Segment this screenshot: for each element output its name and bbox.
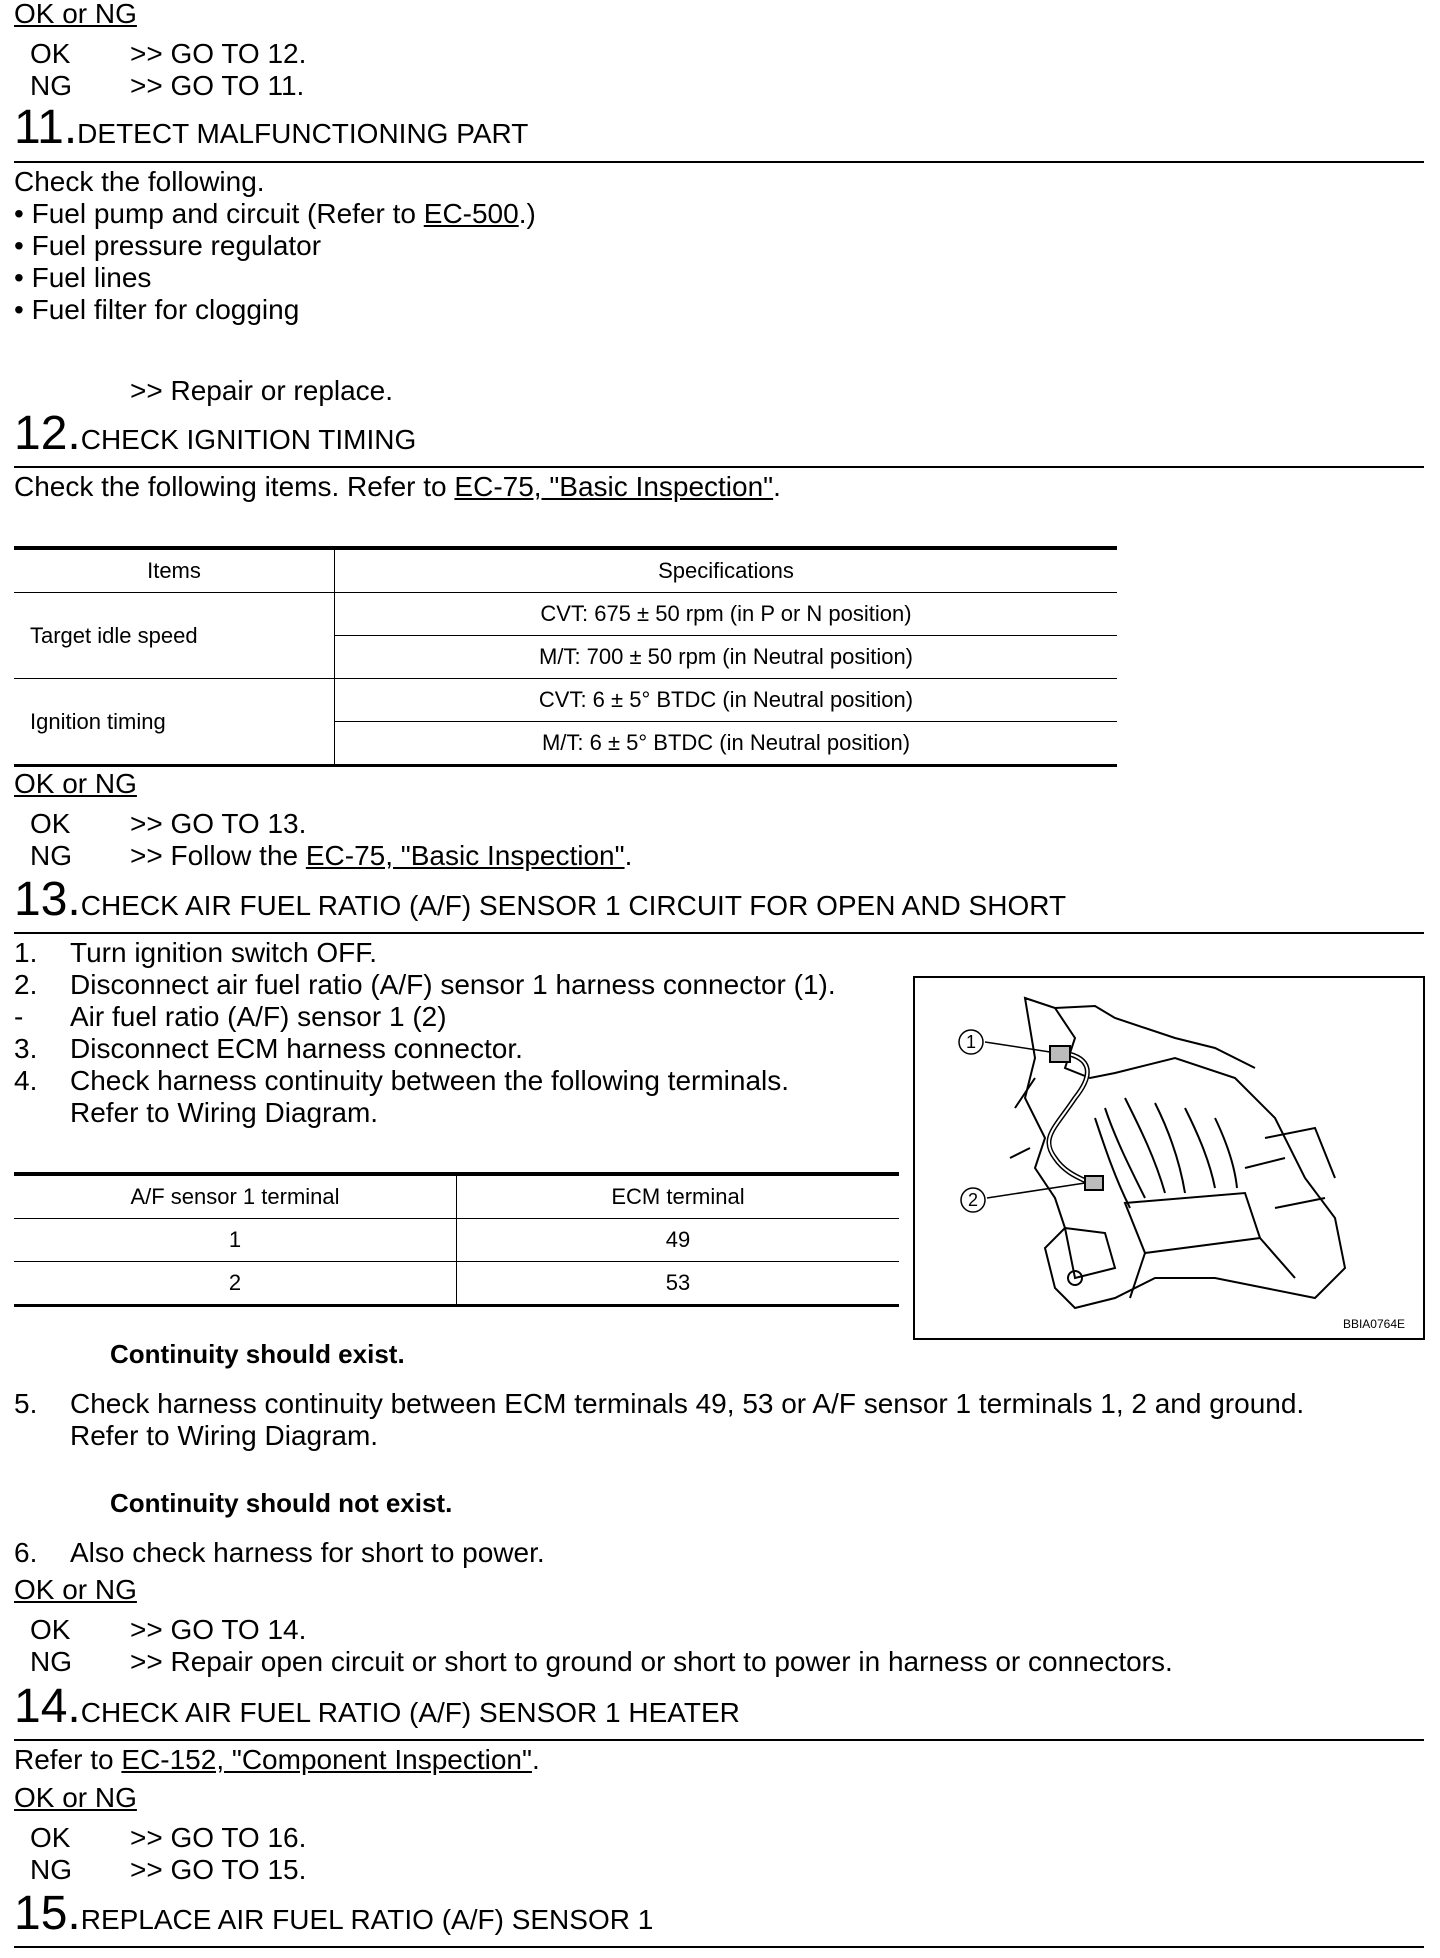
bullet-icon: •	[14, 294, 24, 325]
procedure-step-text: Check harness continuity between ECM terminals 49, 53 or A/F sensor 1 terminals 1, 2 and ground.	[70, 1388, 1305, 1419]
ref-link-ec500[interactable]: EC-500	[423, 198, 519, 229]
ok-label: OK	[30, 38, 71, 69]
list-item: • Fuel pressure regulator	[14, 230, 322, 261]
ng-label: NG	[30, 1646, 72, 1677]
step-15-heading	[14, 1887, 654, 1940]
step-number: 14.	[14, 1680, 81, 1733]
divider	[14, 466, 1424, 468]
procedure-step: 3.	[14, 1033, 38, 1064]
step-title: CHECK IGNITION TIMING	[80, 424, 417, 455]
table-cell: M/T: 6 ± 5° BTDC (in Neutral position)	[335, 722, 1118, 766]
step-number: 15.	[14, 1887, 81, 1940]
bullet-icon: •	[14, 262, 24, 293]
ref-link-ec152[interactable]: EC-152, "Component Inspection"	[121, 1744, 532, 1775]
procedure-step: -	[14, 1001, 24, 1032]
procedure-step-text: Turn ignition switch OFF.	[70, 937, 378, 968]
procedure-step-text: Refer to Wiring Diagram.	[70, 1420, 379, 1451]
procedure-step-text: Also check harness for short to power.	[70, 1537, 545, 1568]
ok-action: >> GO TO 12.	[130, 38, 307, 69]
table-header-row	[14, 548, 1117, 593]
procedure-step: 5.	[14, 1388, 38, 1419]
ng-action: >> GO TO 11.	[130, 70, 305, 101]
table-row	[14, 679, 1117, 722]
ng-label: NG	[30, 70, 72, 101]
ok-label: OK	[30, 808, 71, 839]
step-title: CHECK AIR FUEL RATIO (A/F) SENSOR 1 CIRCUIT FOR OPEN AND SHORT	[80, 890, 1067, 921]
table-cell: M/T: 700 ± 50 rpm (in Neutral position)	[335, 636, 1118, 679]
list-item: • Fuel lines	[14, 262, 152, 293]
figure-code: BBIA0764E	[1342, 1317, 1405, 1331]
ok-action: >> GO TO 13.	[130, 808, 307, 839]
table-cell: 2	[14, 1262, 457, 1306]
procedure-step-text: Disconnect air fuel ratio (A/F) sensor 1 harness connector (1).	[70, 969, 836, 1000]
callout-label-2: 2	[967, 1190, 979, 1210]
table-cell: 49	[457, 1219, 900, 1262]
table-cell: 1	[14, 1219, 457, 1262]
table-cell: CVT: 6 ± 5° BTDC (in Neutral position)	[335, 679, 1118, 722]
ok-label: OK	[30, 1822, 71, 1853]
procedure-step: 4.	[14, 1065, 38, 1096]
engine-illustration	[915, 978, 1423, 1338]
bullet-icon: •	[14, 198, 24, 229]
ok-label: OK	[30, 1614, 71, 1645]
column-header: Items	[14, 548, 335, 593]
procedure-step-text: Air fuel ratio (A/F) sensor 1 (2)	[70, 1001, 447, 1032]
procedure-step-text: Refer to Wiring Diagram.	[70, 1097, 379, 1128]
continuity-exist-note: Continuity should exist.	[110, 1339, 405, 1369]
ref-link-ec75[interactable]: EC-75, "Basic Inspection"	[305, 840, 625, 871]
ref-link-ec75[interactable]: EC-75, "Basic Inspection"	[454, 471, 774, 502]
procedure-step: 1.	[14, 937, 38, 968]
ng-action: >> GO TO 15.	[130, 1854, 307, 1885]
bullet-icon: •	[14, 230, 24, 261]
step-11-intro: Check the following.	[14, 166, 265, 197]
ok-ng-heading: OK or NG	[14, 0, 137, 29]
procedure-step-text: Disconnect ECM harness connector.	[70, 1033, 523, 1064]
procedure-step: 6.	[14, 1537, 38, 1568]
table-cell: CVT: 675 ± 50 rpm (in P or N position)	[335, 593, 1118, 636]
ok-action: >> GO TO 14.	[130, 1614, 307, 1645]
procedure-step-text: Check harness continuity between the following terminals.	[70, 1065, 790, 1096]
ng-action: >> Follow the EC-75, "Basic Inspection".	[130, 840, 633, 871]
step-number: 11.	[14, 101, 78, 154]
divider	[14, 1739, 1424, 1741]
column-header: Specifications	[335, 548, 1118, 593]
ok-ng-heading: OK or NG	[14, 1574, 137, 1605]
table-header-row	[14, 1174, 899, 1219]
table-cell: Ignition timing	[14, 679, 335, 766]
sensor-location-figure	[913, 976, 1425, 1340]
terminal-table	[14, 1172, 899, 1307]
table-row	[14, 593, 1117, 636]
table-cell: 53	[457, 1262, 900, 1306]
ok-action: >> GO TO 16.	[130, 1822, 307, 1853]
step-11-action: >> Repair or replace.	[130, 375, 394, 406]
ng-label: NG	[30, 1854, 72, 1885]
step-13-heading	[14, 873, 1067, 926]
column-header: ECM terminal	[457, 1174, 900, 1219]
step-title: CHECK AIR FUEL RATIO (A/F) SENSOR 1 HEATER	[80, 1697, 740, 1728]
list-item: • Fuel filter for clogging	[14, 294, 300, 325]
ignition-spec-table	[14, 546, 1117, 767]
list-item: • Fuel pump and circuit (Refer to EC-500.)	[14, 198, 536, 229]
step-11-heading	[14, 101, 529, 154]
table-row	[14, 1219, 899, 1262]
step-title: DETECT MALFUNCTIONING PART	[77, 118, 529, 149]
divider	[14, 161, 1424, 163]
step-number: 13.	[14, 873, 81, 926]
divider	[14, 932, 1424, 934]
step-14-heading	[14, 1680, 740, 1733]
column-header: A/F sensor 1 terminal	[14, 1174, 457, 1219]
ok-ng-heading: OK or NG	[14, 768, 137, 799]
step-14-intro: Refer to EC-152, "Component Inspection".	[14, 1744, 540, 1775]
step-12-intro: Check the following items. Refer to EC-75, "Basic Inspection".	[14, 471, 781, 502]
ng-label: NG	[30, 840, 72, 871]
step-number: 12.	[14, 407, 81, 460]
callout-label-1: 1	[965, 1032, 977, 1052]
divider	[14, 1946, 1424, 1948]
ok-ng-heading: OK or NG	[14, 1782, 137, 1813]
step-title: REPLACE AIR FUEL RATIO (A/F) SENSOR 1	[80, 1904, 654, 1935]
table-cell: Target idle speed	[14, 593, 335, 679]
table-row	[14, 1262, 899, 1306]
continuity-not-exist-note: Continuity should not exist.	[110, 1488, 453, 1518]
step-12-heading	[14, 407, 417, 460]
procedure-step: 2.	[14, 969, 38, 1000]
ng-action: >> Repair open circuit or short to ground or short to power in harness or connectors.	[130, 1646, 1173, 1677]
